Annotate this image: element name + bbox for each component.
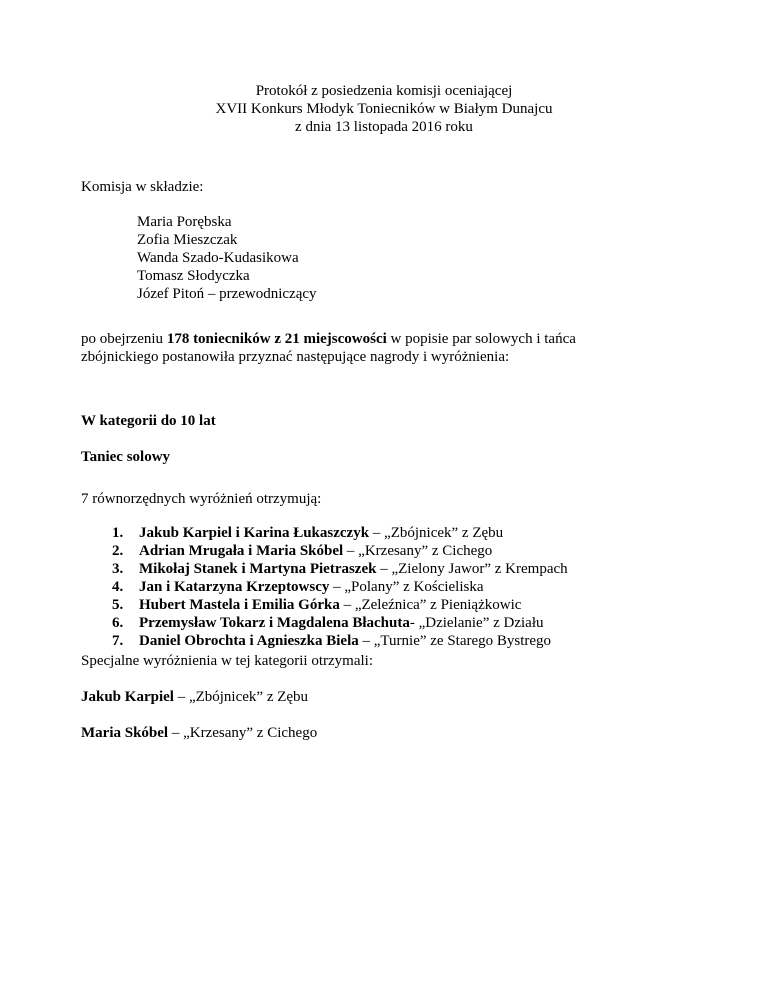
award-ensemble: – „Zielony Jawor” z Krempach (376, 561, 568, 577)
special-award-item (81, 688, 701, 706)
award-number: 7. (112, 633, 124, 649)
special-award-item (81, 724, 701, 742)
award-number: 4. (112, 579, 124, 595)
special-award-ensemble: – „Zbójnicek” z Zębu (173, 689, 309, 705)
award-names: Daniel Obrochta i Agnieszka Biela (139, 633, 359, 649)
award-ensemble: – „Turnie” ze Starego Bystrego (358, 633, 552, 649)
header-event: XVII Konkurs Młodyk Toniecników w Białym Dunajcu (215, 101, 553, 117)
special-award-name: Maria Skóbel (81, 725, 169, 741)
special-intro: Specjalne wyróżnienia w tej kategorii otrzymali: (81, 653, 373, 669)
committee-members (137, 213, 317, 303)
special-award-ensemble: – „Krzesany” z Cichego (168, 725, 318, 741)
list-item (112, 578, 568, 596)
awards-list (112, 524, 568, 650)
committee-member: Tomasz Słodyczka (137, 268, 250, 284)
award-number: 5. (112, 597, 124, 613)
award-ensemble: – „Zeleźnica” z Pieniążkowic (339, 597, 522, 613)
committee-member: Józef Pitoń – przewodniczący (137, 286, 317, 302)
committee-member: Wanda Szado-Kudasikowa (137, 250, 299, 266)
summary-bold: 178 toniecników z 21 miejscowości (166, 331, 387, 347)
subcategory-heading (81, 448, 701, 466)
award-names: Adrian Mrugała i Maria Skóbel (139, 543, 344, 559)
award-names: Jan i Katarzyna Krzeptowscy (139, 579, 330, 595)
category-heading (81, 412, 701, 430)
committee-intro: Komisja w składzie: (81, 179, 204, 195)
award-number: 6. (112, 615, 124, 631)
award-names: Mikołaj Stanek i Martyna Pietraszek (139, 561, 377, 577)
category-heading-text: W kategorii do 10 lat (81, 413, 216, 429)
subcategory-heading-text: Taniec solowy (81, 449, 171, 465)
summary-prefix: po obejrzeniu (81, 331, 167, 347)
header-title: Protokół z posiedzenia komisji oceniającej (255, 83, 513, 99)
award-ensemble: – „Zbójnicek” z Zębu (369, 525, 504, 541)
summary-suffix: w popisie par solowych i tańca (386, 331, 576, 347)
list-item (112, 632, 568, 650)
summary-line-2: zbójnickiego postanowiła przyznać następujące nagrody i wyróżnienia: (81, 349, 510, 365)
summary-line-1 (81, 330, 701, 348)
committee-member: Maria Porębska (137, 214, 232, 230)
award-number: 3. (112, 561, 124, 577)
header-date: z dnia 13 listopada 2016 roku (295, 119, 473, 135)
awards-intro: 7 równorzędnych wyróżnień otrzymują: (81, 491, 322, 507)
award-ensemble: – „Polany” z Kościeliska (329, 579, 484, 595)
list-item (112, 524, 568, 542)
list-item (112, 542, 568, 560)
award-ensemble: - „Dzielanie” z Działu (409, 615, 544, 631)
award-names: Przemysław Tokarz i Magdalena Błachuta (139, 615, 410, 631)
special-award-name: Jakub Karpiel (81, 689, 174, 705)
document-header (0, 82, 768, 136)
award-number: 2. (112, 543, 124, 559)
list-item (112, 560, 568, 578)
summary-paragraph (81, 330, 701, 366)
committee-member: Zofia Mieszczak (137, 232, 238, 248)
list-item (112, 596, 568, 614)
award-ensemble: – „Krzesany” z Cichego (343, 543, 493, 559)
list-item (112, 614, 568, 632)
award-names: Hubert Mastela i Emilia Górka (139, 597, 340, 613)
award-number: 1. (112, 525, 124, 541)
award-names: Jakub Karpiel i Karina Łukaszczyk (139, 525, 370, 541)
